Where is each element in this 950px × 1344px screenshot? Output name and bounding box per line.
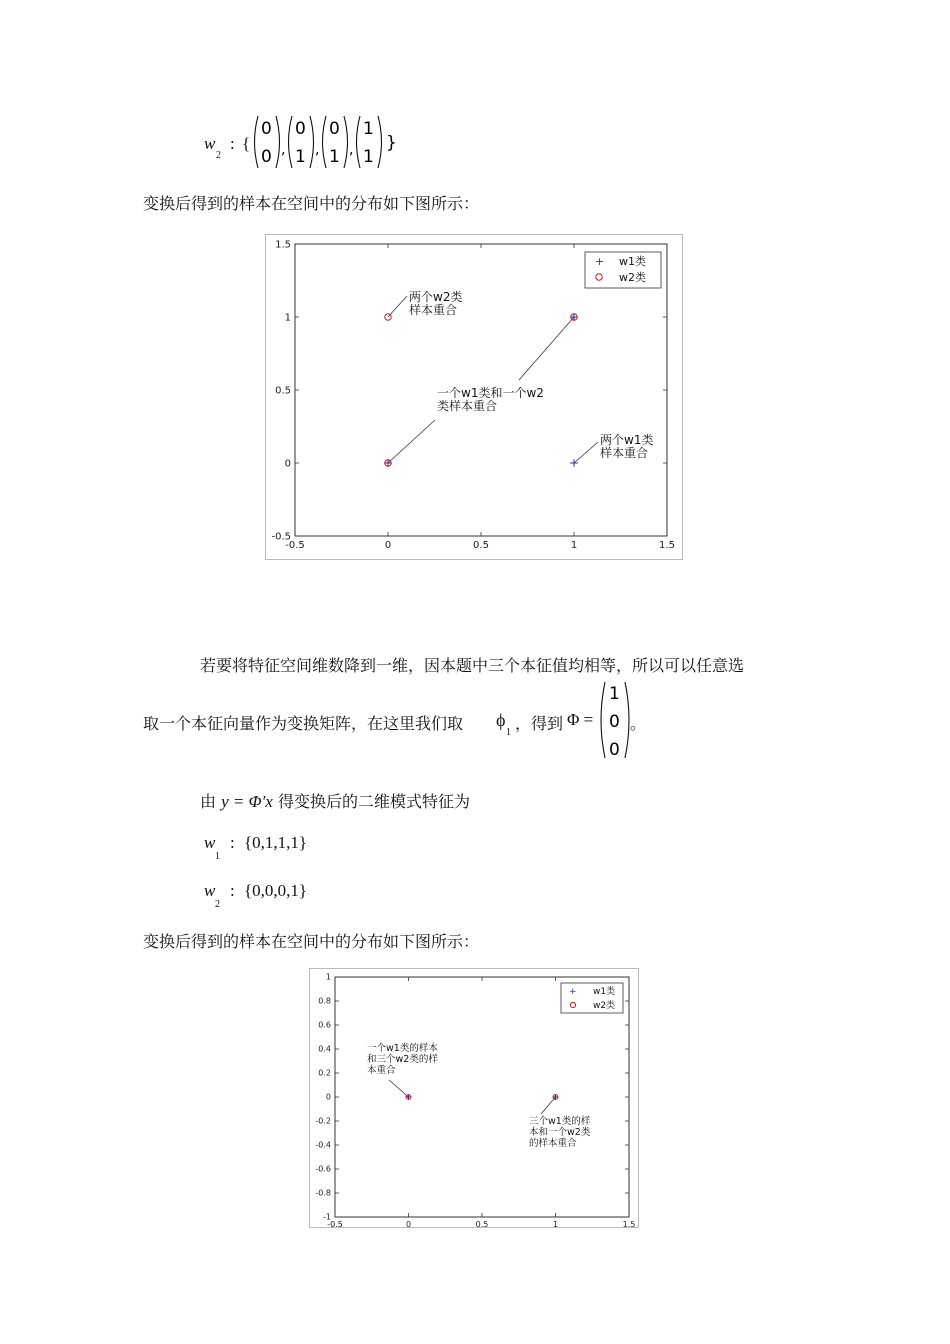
- set-w1-subscript: 1: [215, 851, 220, 862]
- set-w1-colon: :: [230, 833, 235, 852]
- phi-vector-1: 0: [609, 712, 620, 732]
- para1-line2-text: 取一个本征向量作为变换矩阵，在这里我们取: [143, 714, 464, 733]
- y-tick-label: -0.2: [315, 1116, 331, 1126]
- y-tick-label: 0.5: [275, 385, 291, 397]
- set-colon: :: [230, 134, 235, 153]
- set-w2-label: w: [204, 881, 216, 900]
- phi-vector-0: 1: [609, 684, 620, 704]
- para2: [200, 789, 470, 812]
- annotation-1-line-0: 三个w1类的样: [529, 1116, 591, 1127]
- para2-suffix: 得变换后的二维模式特征为: [277, 792, 470, 811]
- phi-symbol: ϕ: [496, 710, 506, 730]
- phi-subscript: 1: [506, 727, 511, 738]
- legend1-w1-label: w1类: [619, 255, 646, 268]
- y-tick-label: -0.6: [315, 1164, 331, 1174]
- legend2-w1-label: w1类: [593, 987, 616, 997]
- phi-vector: [597, 679, 633, 761]
- y-tick-label: 1.5: [275, 239, 291, 251]
- chart2-legend: [561, 983, 623, 1013]
- Phi-equals: Φ =: [567, 710, 594, 729]
- legend2-w2-label: w2类: [593, 1001, 616, 1011]
- x-tick-label: 0: [405, 1220, 412, 1228]
- annotation-1-line-1: 类样本重合: [437, 399, 498, 413]
- set-subscript: 2: [216, 150, 221, 161]
- scatter-chart-2: [309, 968, 639, 1228]
- para2-formula: y = Φ′x: [221, 792, 273, 811]
- top-set-w2: [200, 112, 460, 172]
- svg-text:}: }: [386, 133, 397, 153]
- set-label: w: [204, 134, 216, 153]
- y-tick-label: -0.8: [315, 1188, 331, 1198]
- x-tick-label: 1.5: [659, 540, 675, 551]
- scatter-chart-1: [265, 234, 683, 560]
- y-tick-label: 0.2: [318, 1068, 331, 1078]
- annotation-2-line-1: 样本重合: [600, 446, 649, 460]
- vec4-top: 1: [363, 119, 374, 139]
- x-tick-label: -0.5: [327, 1220, 343, 1228]
- caption-1: 变换后得到的样本在空间中的分布如下图所示：: [143, 194, 480, 213]
- column-vectors: [250, 112, 410, 172]
- y-tick-label: 0: [284, 458, 291, 470]
- annotation-1-line-0: 一个w1类和一个w2: [437, 386, 544, 400]
- x-tick-label: 0.5: [475, 1220, 489, 1228]
- annotation-0-line-1: 和三个w2类的样: [367, 1054, 438, 1065]
- annotation-1-line-2: 的样本重合: [529, 1138, 577, 1149]
- para1-line2-tail: ，得到: [515, 714, 564, 733]
- set-w2-colon: :: [230, 881, 235, 900]
- vec2-bottom: 1: [295, 147, 306, 167]
- set-w1-label: w: [204, 833, 216, 852]
- y-tick-label: 0.8: [318, 996, 331, 1006]
- para2-prefix: 由: [200, 792, 217, 811]
- y-tick-label: -0.5: [271, 531, 291, 543]
- annotation-0-line-2: 本重合: [367, 1065, 396, 1076]
- x-tick-label: 1: [552, 1220, 559, 1228]
- caption-2: 变换后得到的样本在空间中的分布如下图所示：: [143, 932, 480, 951]
- y-tick-label: -1: [323, 1212, 331, 1222]
- annotation-1-line-1: 本和一个w2类: [529, 1127, 591, 1138]
- phi-vector-2: 0: [609, 740, 620, 760]
- set-w1-values: {0,1,1,1}: [244, 833, 308, 852]
- vec1-bottom: 0: [261, 147, 272, 167]
- para1-end: 。: [630, 714, 647, 733]
- para1-line2: [143, 711, 663, 771]
- y-tick-label: 0.4: [318, 1044, 331, 1054]
- y-tick-label: 0.6: [318, 1020, 331, 1030]
- x-tick-label: 0.5: [473, 540, 489, 551]
- open-brace: {: [242, 134, 251, 153]
- legend1-w2-label: w2类: [619, 271, 646, 284]
- vec2-top: 0: [295, 119, 306, 139]
- svg-text:,: ,: [281, 142, 286, 158]
- vec3-bottom: 1: [329, 147, 340, 167]
- annotation-0-line-0: 一个w1类的样本: [367, 1043, 438, 1054]
- annotation-2-line-0: 两个w1类: [600, 433, 654, 447]
- set-w1: [200, 833, 400, 865]
- set-w2-values: {0,0,0,1}: [244, 881, 308, 900]
- y-tick-label: -0.4: [315, 1140, 331, 1150]
- y-tick-label: 1: [284, 312, 291, 324]
- chart1-legend: [585, 252, 661, 288]
- legend1-w1-marker: +: [595, 255, 605, 268]
- vec3-top: 0: [329, 119, 340, 139]
- svg-text:,: ,: [349, 142, 354, 158]
- legend2-w1-marker: +: [569, 987, 577, 997]
- annotation-0-line-0: 两个w2类: [409, 290, 463, 304]
- set-w2-subscript: 2: [215, 899, 220, 910]
- svg-text:,: ,: [315, 142, 320, 158]
- annotation-0-line-1: 样本重合: [409, 303, 458, 317]
- para1-line1: 若要将特征空间维数降到一维，因本题中三个本征值均相等，所以可以任意选: [200, 656, 745, 675]
- y-tick-label: 1: [325, 972, 331, 982]
- set-w2: [200, 881, 400, 913]
- x-tick-label: 1: [570, 540, 578, 551]
- vec1-top: 0: [261, 119, 272, 139]
- x-tick-label: -0.5: [285, 540, 305, 551]
- x-tick-label: 0: [384, 540, 392, 551]
- vec4-bottom: 1: [363, 147, 374, 167]
- y-tick-label: 0: [325, 1092, 331, 1102]
- x-tick-label: 1.5: [622, 1220, 636, 1228]
